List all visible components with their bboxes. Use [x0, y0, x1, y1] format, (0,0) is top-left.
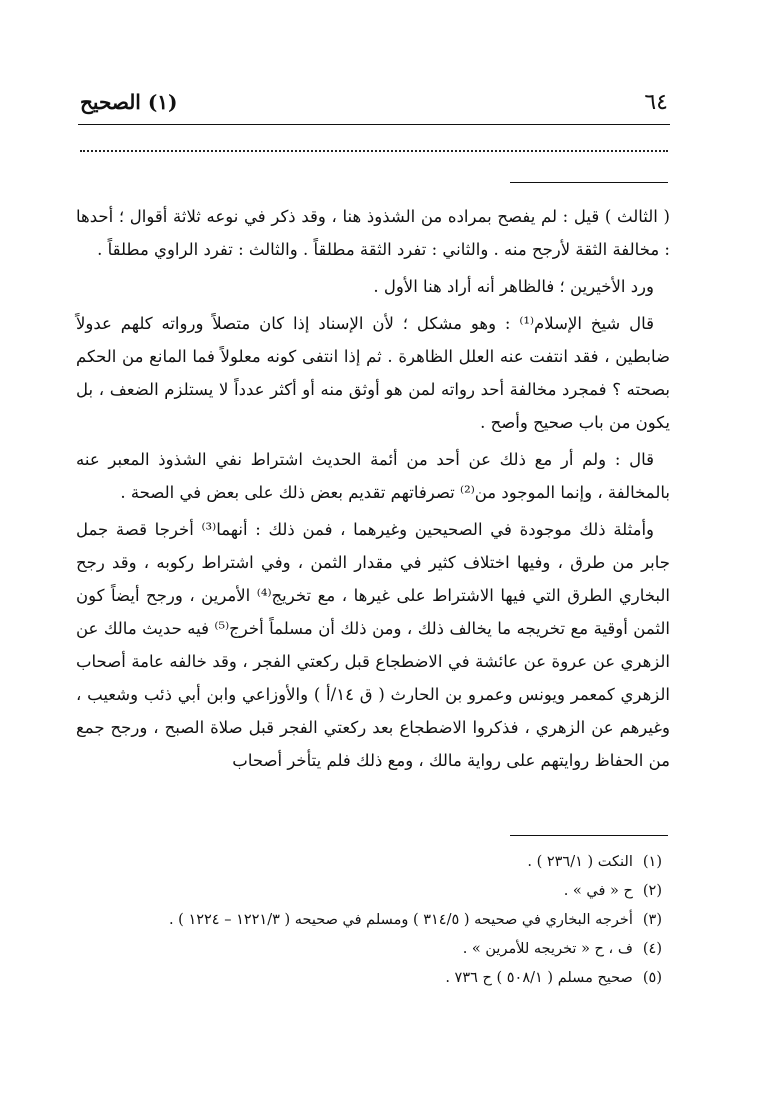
paragraph: وأمثلة ذلك موجودة في الصحيحين وغيرهما ، فمن ذلك : أنهما⁽³⁾ أخرجا قصة جمل جابر من طرق ، وفيها اختلاف كثير في مقدار الثمن ، وفي اشتراط ركوبه ، وقد رجح البخاري الطرق التي فيها الاشتراط على غيرها ، مع تخريج⁽⁴⁾ الأمرين ، ورجح أيضاً كون الثمن أوقية مع تخريجه ما يخالف ذلك ، ومن ذلك أن مسلماً أخرج⁽⁵⁾ فيه حديث مالك عن الزهري عن عروة عن عائشة في الاضطجاع قبل ركعتي الفجر ، وقد خالفه عامة أصحاب الزهري كمعمر ويونس وعمرو بن الحارث ( ق ١٤/أ ) والأوزاعي وابن أبي ذئب وشعيب ، وغيرهم عن الزهري ، فذكروا الاضطجاع بعد ركعتي الفجر قبل صلاة الصبح ، ورجح جمع من الحفاظ روايتهم على رواية مالك ، ومع ذلك فلم يتأخر أصحاب	[76, 520, 670, 770]
paragraph: ( الثالث ) قيل : لم يفصح بمراده من الشذوذ هنا ، وقد ذكر في نوعه ثلاثة أقوال ؛ أحدها : مخالفة الثقة لأرجح منه . والثاني : تفرد الثقة مطلقاً . والثالث : تفرد الراوي مطلقاً .	[76, 207, 670, 259]
footnote	[72, 964, 662, 993]
footnote	[72, 877, 662, 906]
footnote-text: أخرجه البخاري في صحيحه ( ٣١٤/٥ ) ومسلم في صحيحه ( ١٢٢١/٣ – ١٢٢٤ ) .	[168, 912, 633, 928]
footnote-rule	[510, 835, 668, 836]
main-text	[76, 200, 670, 781]
page-number: ٦٤	[644, 90, 668, 115]
footnote-text: ف ، ح « تخريجه للأمرين » .	[462, 941, 633, 957]
paragraph: قال : ولم أر مع ذلك عن أحد من أئمة الحديث اشتراط نفي الشذوذ المعبر عنه بالمخالفة ، وإنما الموجود من⁽²⁾ تصرفاتهم تقديم بعض ذلك على بعض في الصحة .	[76, 450, 670, 502]
dotted-divider	[80, 150, 668, 152]
footnote	[72, 848, 662, 877]
footnote	[72, 935, 662, 964]
footnote-text: صحيح مسلم ( ٥٠٨/١ ) ح ٧٣٦ .	[445, 970, 633, 986]
page-header	[78, 88, 670, 125]
footnote-number: (٤)	[642, 941, 662, 957]
footnote-text: النكت ( ٢٣٦/١ ) .	[527, 854, 633, 870]
footnotes	[72, 848, 662, 993]
footnote-number: (٢)	[642, 883, 662, 899]
footnote-number: (٥)	[642, 970, 662, 986]
footnote	[72, 906, 662, 935]
paragraph: قال شيخ الإسلام⁽¹⁾ : وهو مشكل ؛ لأن الإسناد إذا كان متصلاً ورواته كلهم عدولاً ضابطين ، فقد انتفت عنه العلل الظاهرة . ثم إذا انتفى كونه معلولاً فما المانع من الحكم بصحته ؟ فمجرد مخالفة أحد رواته لمن هو أوثق منه أو أكثر عدداً لا يستلزم الضعف ، بل يكون من باب صحيح وأصح .	[76, 314, 670, 432]
footnote-number: (١)	[642, 854, 662, 870]
running-title: (١) الصحيح	[80, 90, 178, 114]
paragraph: ورد الأخيرين ؛ فالظاهر أنه أراد هنا الأول .	[373, 277, 654, 296]
footnote-text: ح « في » .	[563, 883, 633, 899]
section-rule	[510, 182, 668, 183]
footnote-number: (٣)	[642, 912, 662, 928]
